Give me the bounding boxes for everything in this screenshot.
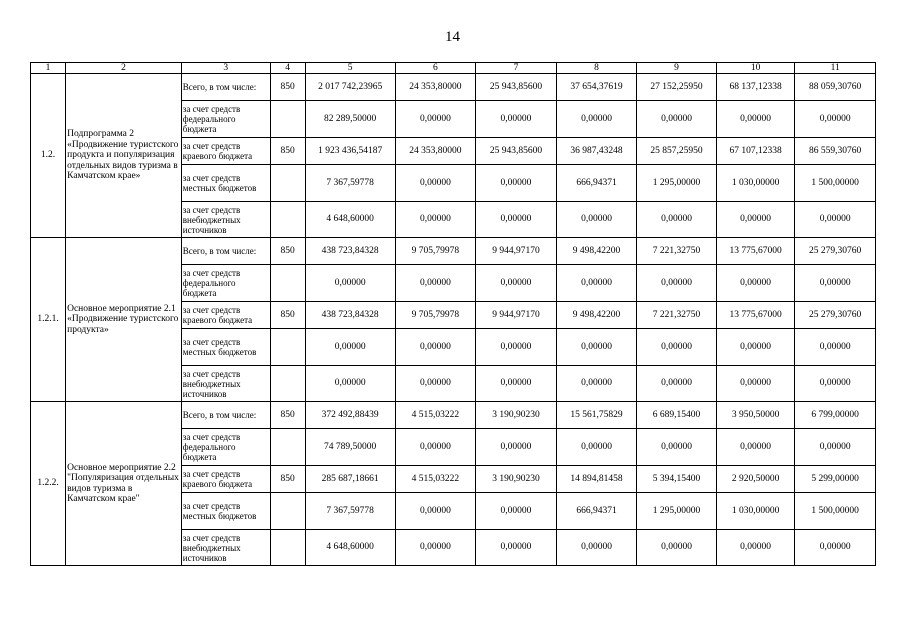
budget-code: 850 [270, 466, 305, 493]
header-cell: 2 [66, 63, 182, 74]
value-cell: 9 944,97170 [476, 302, 557, 329]
funding-source: за счет средств федерального бюджета [181, 101, 270, 138]
value-cell: 25 943,85600 [476, 138, 557, 165]
value-cell: 0,00000 [716, 101, 795, 138]
value-cell: 0,00000 [395, 202, 476, 238]
value-cell: 0,00000 [476, 165, 557, 202]
value-cell: 0,00000 [395, 366, 476, 402]
value-cell: 2 920,50000 [716, 466, 795, 493]
value-cell: 666,94371 [556, 165, 637, 202]
value-cell: 24 353,80000 [395, 138, 476, 165]
budget-code [270, 366, 305, 402]
budget-code: 850 [270, 402, 305, 429]
budget-code: 850 [270, 74, 305, 101]
value-cell: 438 723,84328 [305, 302, 395, 329]
value-cell: 285 687,18661 [305, 466, 395, 493]
table-row [31, 238, 876, 265]
value-cell: 9 498,42200 [556, 238, 637, 265]
value-cell: 1 030,00000 [716, 493, 795, 530]
value-cell: 68 137,12338 [716, 74, 795, 101]
value-cell: 0,00000 [716, 429, 795, 466]
value-cell: 25 857,25950 [637, 138, 717, 165]
value-cell: 0,00000 [305, 329, 395, 366]
value-cell: 36 987,43248 [556, 138, 637, 165]
value-cell: 1 500,00000 [795, 165, 876, 202]
value-cell: 1 030,00000 [716, 165, 795, 202]
value-cell: 0,00000 [305, 366, 395, 402]
budget-code [270, 165, 305, 202]
value-cell: 0,00000 [476, 429, 557, 466]
value-cell: 0,00000 [476, 493, 557, 530]
item-name: Подпрограмма 2 «Продвижение туристского продукта и популяризация отдельных видов туризма в Камчатском крае» [66, 74, 182, 238]
funding-source: Всего, в том числе: [181, 238, 270, 265]
value-cell: 372 492,88439 [305, 402, 395, 429]
value-cell: 24 353,80000 [395, 74, 476, 101]
value-cell: 0,00000 [795, 101, 876, 138]
header-cell: 1 [31, 63, 66, 74]
value-cell: 7 367,59778 [305, 165, 395, 202]
value-cell: 74 789,50000 [305, 429, 395, 466]
header-cell: 4 [270, 63, 305, 74]
value-cell: 0,00000 [476, 101, 557, 138]
value-cell: 3 190,90230 [476, 402, 557, 429]
item-name: Основное мероприятие 2.2 "Популяризация отдельных видов туризма в Камчатском крае" [66, 402, 182, 566]
budget-code: 850 [270, 138, 305, 165]
value-cell: 1 295,00000 [637, 493, 717, 530]
value-cell: 0,00000 [556, 329, 637, 366]
value-cell: 1 923 436,54187 [305, 138, 395, 165]
funding-source: за счет средств местных бюджетов [181, 493, 270, 530]
header-cell: 8 [556, 63, 637, 74]
table-row [31, 74, 876, 101]
value-cell: 0,00000 [716, 329, 795, 366]
funding-source: за счет средств краевого бюджета [181, 138, 270, 165]
value-cell: 88 059,30760 [795, 74, 876, 101]
value-cell: 7 221,32750 [637, 302, 717, 329]
budget-code [270, 530, 305, 566]
value-cell: 0,00000 [395, 429, 476, 466]
value-cell: 0,00000 [476, 366, 557, 402]
budget-code [270, 202, 305, 238]
value-cell: 1 500,00000 [795, 493, 876, 530]
value-cell: 5 394,15400 [637, 466, 717, 493]
value-cell: 0,00000 [637, 329, 717, 366]
item-name: Основное мероприятие 2.1 «Продвижение туристского продукта» [66, 238, 182, 402]
value-cell: 0,00000 [395, 265, 476, 302]
value-cell: 0,00000 [637, 265, 717, 302]
value-cell: 0,00000 [795, 530, 876, 566]
value-cell: 4 648,60000 [305, 202, 395, 238]
budget-code: 850 [270, 238, 305, 265]
value-cell: 0,00000 [556, 366, 637, 402]
value-cell: 0,00000 [716, 202, 795, 238]
budget-code: 850 [270, 302, 305, 329]
budget-code [270, 101, 305, 138]
value-cell: 7 367,59778 [305, 493, 395, 530]
value-cell: 0,00000 [476, 265, 557, 302]
header-cell: 10 [716, 63, 795, 74]
value-cell: 0,00000 [716, 366, 795, 402]
budget-code [270, 429, 305, 466]
value-cell: 86 559,30760 [795, 138, 876, 165]
value-cell: 0,00000 [556, 429, 637, 466]
value-cell: 0,00000 [395, 329, 476, 366]
value-cell: 0,00000 [395, 101, 476, 138]
value-cell: 0,00000 [305, 265, 395, 302]
value-cell: 25 943,85600 [476, 74, 557, 101]
value-cell: 0,00000 [637, 429, 717, 466]
funding-source: за счет средств федерального бюджета [181, 265, 270, 302]
value-cell: 2 017 742,23965 [305, 74, 395, 101]
budget-code [270, 265, 305, 302]
value-cell: 0,00000 [795, 329, 876, 366]
value-cell: 0,00000 [556, 265, 637, 302]
value-cell: 666,94371 [556, 493, 637, 530]
value-cell: 37 654,37619 [556, 74, 637, 101]
value-cell: 5 299,00000 [795, 466, 876, 493]
funding-source: за счет средств местных бюджетов [181, 329, 270, 366]
value-cell: 0,00000 [556, 101, 637, 138]
value-cell: 15 561,75829 [556, 402, 637, 429]
header-cell: 7 [476, 63, 557, 74]
page-number: 14 [445, 29, 460, 45]
item-code: 1.2.2. [31, 402, 66, 566]
value-cell: 0,00000 [556, 202, 637, 238]
value-cell: 0,00000 [395, 493, 476, 530]
value-cell: 0,00000 [395, 165, 476, 202]
funding-source: за счет средств краевого бюджета [181, 302, 270, 329]
item-code: 1.2. [31, 74, 66, 238]
value-cell: 0,00000 [637, 101, 717, 138]
funding-source: за счет средств краевого бюджета [181, 466, 270, 493]
value-cell: 3 190,90230 [476, 466, 557, 493]
value-cell: 27 152,25950 [637, 74, 717, 101]
funding-source: Всего, в том числе: [181, 74, 270, 101]
value-cell: 4 515,03222 [395, 466, 476, 493]
value-cell: 4 515,03222 [395, 402, 476, 429]
value-cell: 0,00000 [795, 265, 876, 302]
budget-code [270, 493, 305, 530]
funding-source: за счет средств внебюджетных источников [181, 366, 270, 402]
value-cell: 0,00000 [556, 530, 637, 566]
value-cell: 0,00000 [637, 530, 717, 566]
value-cell: 9 498,42200 [556, 302, 637, 329]
value-cell: 0,00000 [716, 265, 795, 302]
value-cell: 9 705,79978 [395, 302, 476, 329]
value-cell: 25 279,30760 [795, 238, 876, 265]
value-cell: 6 799,00000 [795, 402, 876, 429]
value-cell: 4 648,60000 [305, 530, 395, 566]
header-cell: 3 [181, 63, 270, 74]
table-row [31, 402, 876, 429]
value-cell: 438 723,84328 [305, 238, 395, 265]
header-cell: 6 [395, 63, 476, 74]
value-cell: 0,00000 [476, 530, 557, 566]
funding-source: Всего, в том числе: [181, 402, 270, 429]
header-cell: 5 [305, 63, 395, 74]
value-cell: 0,00000 [795, 202, 876, 238]
value-cell: 82 289,50000 [305, 101, 395, 138]
funding-source: за счет средств внебюджетных источников [181, 202, 270, 238]
item-code: 1.2.1. [31, 238, 66, 402]
funding-source: за счет средств местных бюджетов [181, 165, 270, 202]
header-row [31, 63, 876, 74]
budget-code [270, 329, 305, 366]
header-cell: 9 [637, 63, 717, 74]
value-cell: 6 689,15400 [637, 402, 717, 429]
funding-source: за счет средств внебюджетных источников [181, 530, 270, 566]
value-cell: 14 894,81458 [556, 466, 637, 493]
header-cell: 11 [795, 63, 876, 74]
value-cell: 7 221,32750 [637, 238, 717, 265]
funding-source: за счет средств федерального бюджета [181, 429, 270, 466]
value-cell: 67 107,12338 [716, 138, 795, 165]
value-cell: 0,00000 [795, 366, 876, 402]
value-cell: 3 950,50000 [716, 402, 795, 429]
value-cell: 0,00000 [395, 530, 476, 566]
value-cell: 13 775,67000 [716, 302, 795, 329]
budget-table [30, 62, 876, 566]
value-cell: 9 944,97170 [476, 238, 557, 265]
value-cell: 1 295,00000 [637, 165, 717, 202]
value-cell: 0,00000 [637, 366, 717, 402]
value-cell: 0,00000 [476, 329, 557, 366]
value-cell: 13 775,67000 [716, 238, 795, 265]
value-cell: 25 279,30760 [795, 302, 876, 329]
value-cell: 0,00000 [716, 530, 795, 566]
value-cell: 0,00000 [476, 202, 557, 238]
value-cell: 0,00000 [795, 429, 876, 466]
value-cell: 0,00000 [637, 202, 717, 238]
value-cell: 9 705,79978 [395, 238, 476, 265]
